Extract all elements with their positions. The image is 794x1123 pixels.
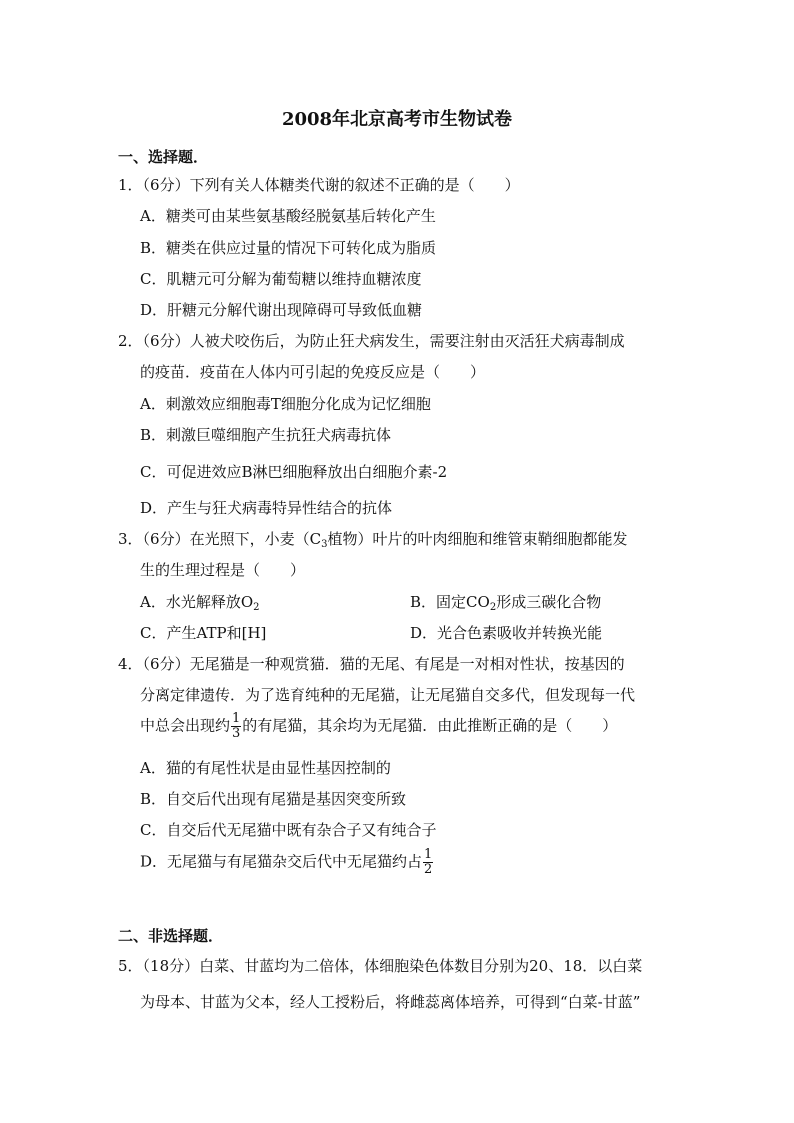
question-4-stem-line-3-part-1: 中总会出现约 (140, 716, 231, 735)
section-heading-multiple-choice: 一、选择题． (118, 148, 209, 166)
question-2-option-d: D．产生与狂犬病毒特异性结合的抗体 (140, 499, 393, 517)
question-3-option-b-text-2: 形成三碳化合物 (496, 593, 602, 611)
question-3-option-a (140, 592, 260, 612)
fraction-denominator: 3 (232, 726, 241, 741)
question-2-option-c: C．可促进效应B淋巴细胞释放出白细胞介素-2 (140, 463, 448, 481)
question-4-stem-line-2: 分离定律遗传．为了选育纯种的无尾猫，让无尾猫自交多代，但发现每一代 (140, 686, 636, 704)
question-2-option-a: A．刺激效应细胞毒T细胞分化成为记忆细胞 (140, 395, 431, 413)
question-3-option-a-text: A．水光解释放O (140, 593, 254, 611)
question-2-option-b: B．刺激巨噬细胞产生抗狂犬病毒抗体 (140, 426, 392, 444)
fraction-numerator: 1 (232, 711, 241, 726)
fraction-numerator: 1 (424, 847, 433, 862)
question-4-option-c: C．自交后代无尾猫中既有杂合子又有纯合子 (140, 821, 437, 839)
question-1-option-c: C．肌糖元可分解为葡萄糖以维持血糖浓度 (140, 270, 422, 288)
question-4-stem-line-1: 4．（6分）无尾猫是一种观赏猫．猫的无尾、有尾是一对相对性状，按基因的 (118, 655, 625, 673)
question-2-stem-line-2: 的疫苗．疫苗在人体内可引起的免疫反应是（ ） (140, 363, 486, 381)
question-3-stem-line-2: 生的生理过程是（ ） (140, 561, 306, 579)
question-1-option-a: A．糖类可由某些氨基酸经脱氨基后转化产生 (140, 207, 436, 225)
question-4-option-a: A．猫的有尾性状是由显性基因控制的 (140, 759, 391, 777)
section-heading-non-multiple-choice: 二、非选择题． (118, 927, 224, 945)
subscript-3: 3 (321, 539, 328, 550)
question-5-stem-line-2: 为母本、甘蓝为父本，经人工授粉后，将雌蕊离体培养，可得到“白菜-甘蓝” (140, 993, 641, 1011)
question-3-option-b-text-1: B．固定CO (410, 593, 490, 611)
subscript-2: 2 (253, 602, 260, 613)
question-1-option-d: D．肝糖元分解代谢出现障碍可导致低血糖 (140, 301, 423, 319)
fraction-one-third (231, 712, 241, 741)
question-4-stem-line-3-part-2: 的有尾猫，其余均为无尾猫．由此推断正确的是（ ） (242, 716, 618, 735)
question-3-option-c: C．产生ATP和[H] (140, 624, 267, 642)
question-3-option-b (410, 592, 601, 612)
question-3-stem-part-1: 3．（6分）在光照下，小麦（C (118, 530, 322, 548)
question-1-option-b: B．糖类在供应过量的情况下可转化成为脂质 (140, 239, 437, 257)
question-3-stem-part-2: 植物）叶片的叶肉细胞和维管束鞘细胞都能发 (327, 530, 628, 548)
question-4-stem-line-3 (140, 712, 617, 741)
question-2-stem-line-1: 2．（6分）人被犬咬伤后，为防止狂犬病发生，需要注射由灭活狂犬病毒制成 (118, 332, 625, 350)
question-5-stem-line-1: 5．（18分）白菜、甘蓝均为二倍体，体细胞染色体数目分别为20、18．以白菜 (118, 957, 643, 975)
question-1-stem: 1．（6分）下列有关人体糖类代谢的叙述不正确的是（ ） (118, 176, 520, 194)
page-title: 2008年北京高考市生物试卷 (281, 109, 513, 130)
subscript-2: 2 (489, 602, 497, 613)
question-3-option-d: D．光合色素吸收并转换光能 (410, 624, 603, 642)
fraction-denominator: 2 (424, 862, 433, 877)
question-4-option-d (140, 848, 434, 877)
question-3-stem-line-1 (118, 529, 627, 549)
question-4-option-b: B．自交后代出现有尾猫是基因突变所致 (140, 790, 407, 808)
question-4-option-d-text: D．无尾猫与有尾猫杂交后代中无尾猫约占 (140, 852, 423, 871)
fraction-one-half (423, 848, 433, 877)
